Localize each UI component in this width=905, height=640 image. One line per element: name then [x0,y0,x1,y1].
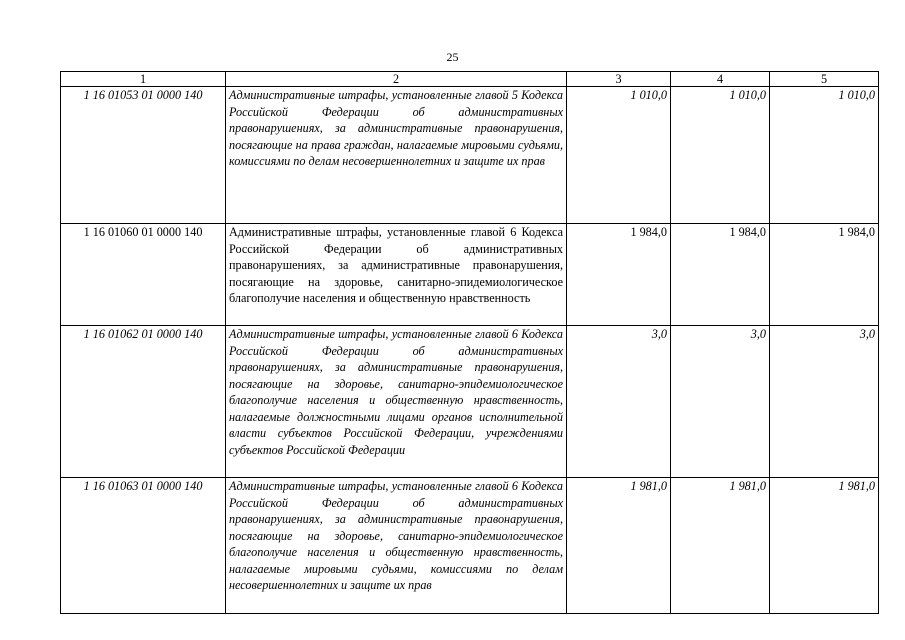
column-header-2: 2 [226,72,567,87]
table-row [61,326,879,478]
classification-code: 1 16 01063 01 0000 140 [61,478,226,614]
amount-column-5: 1 984,0 [770,224,879,326]
amount-column-3: 1 984,0 [567,224,671,326]
amount-column-3: 1 981,0 [567,478,671,614]
table-row [61,224,879,326]
classification-code: 1 16 01062 01 0000 140 [61,326,226,478]
column-header-1: 1 [61,72,226,87]
classification-code: 1 16 01053 01 0000 140 [61,87,226,224]
column-header-3: 3 [567,72,671,87]
amount-column-3: 3,0 [567,326,671,478]
amount-column-3: 1 010,0 [567,87,671,224]
amount-column-4: 1 010,0 [671,87,770,224]
amount-column-5: 1 010,0 [770,87,879,224]
revenue-description: Административные штрафы, установленные главой 6 Кодекса Российской Федерации об административных правонарушениях, за административные правонарушения, посягающие на здоровье, санитарно-эпидемиологическое благополучие населения и общественную нравственность, налагаемые должностными лицами органов исполнительной власти субъектов Российской Федерации, учреждениями субъектов Российской Федерации [226,326,567,478]
column-header-5: 5 [770,72,879,87]
amount-column-4: 1 984,0 [671,224,770,326]
amount-column-5: 1 981,0 [770,478,879,614]
budget-revenue-table [60,71,879,614]
revenue-description: Административные штрафы, установленные главой 6 Кодекса Российской Федерации об административных правонарушениях, за административные правонарушения, посягающие на здоровье, санитарно-эпидемиологическое благополучие населения и общественную нравственность, налагаемые мировыми судьями, комиссиями по делам несовершеннолетних и защите их прав [226,478,567,614]
amount-column-4: 3,0 [671,326,770,478]
revenue-description: Административные штрафы, установленные главой 6 Кодекса Российской Федерации об административных правонарушениях, за административные правонарушения, посягающие на здоровье, санитарно-эпидемиологическое благополучие населения и общественную нравственность [226,224,567,326]
header-row [61,72,879,87]
column-header-4: 4 [671,72,770,87]
classification-code: 1 16 01060 01 0000 140 [61,224,226,326]
table-row [61,87,879,224]
page-number: 25 [446,50,459,64]
table-row [61,478,879,614]
amount-column-5: 3,0 [770,326,879,478]
revenue-description: Административные штрафы, установленные главой 5 Кодекса Российской Федерации об административных правонарушениях, за административные правонарушения, посягающие на права граждан, налагаемые мировыми судьями, комиссиями по делам несовершеннолетних и защите их прав [226,87,567,224]
amount-column-4: 1 981,0 [671,478,770,614]
